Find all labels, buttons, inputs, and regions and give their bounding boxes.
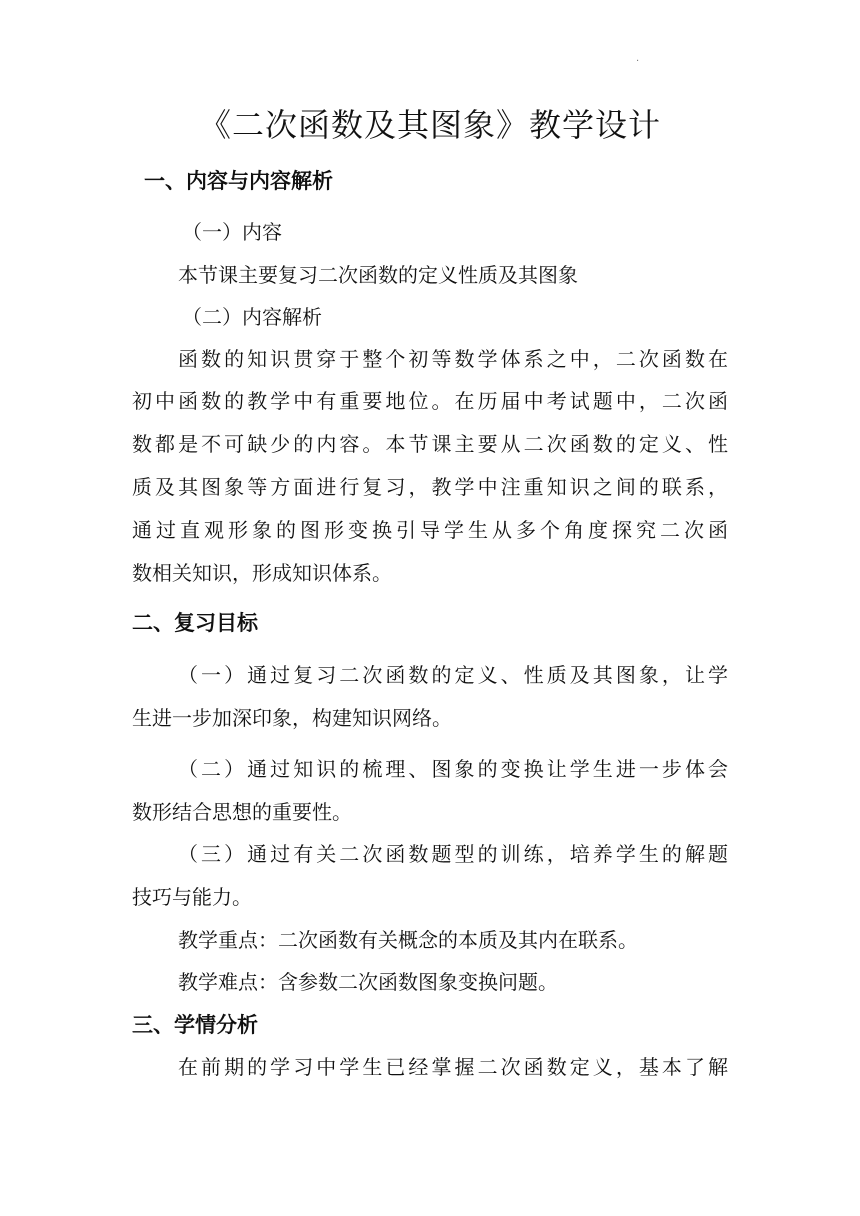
goal-2-line-1: （二）通过知识的梳理、图象的变换让学生进一步体会 xyxy=(178,757,728,781)
key-point: 教学重点：二次函数有关概念的本质及其内在联系。 xyxy=(178,928,638,952)
paragraph-line: 初中函数的教学中有重要地位。在历届中考试题中，二次函 xyxy=(132,389,728,413)
content-text: 本节课主要复习二次函数的定义性质及其图象 xyxy=(178,263,578,287)
goal-1-line-1: （一）通过复习二次函数的定义、性质及其图象，让学 xyxy=(178,663,728,687)
goal-3-line-1: （三）通过有关二次函数题型的训练，培养学生的解题 xyxy=(178,842,728,866)
goal-1-line-2: 生进一步加深印象，构建知识网络。 xyxy=(132,706,452,730)
paragraph-line: 数都是不可缺少的内容。本节课主要从二次函数的定义、性 xyxy=(132,432,728,456)
goal-3-line-2: 技巧与能力。 xyxy=(132,885,252,909)
paragraph-line: 通过直观形象的图形变换引导学生从多个角度探究二次函 xyxy=(132,518,728,542)
section-heading-3: 三、学情分析 xyxy=(132,1013,258,1037)
document-title: 《二次函数及其图象》教学设计 xyxy=(198,106,661,144)
student-analysis-line: 在前期的学习中学生已经掌握二次函数定义，基本了解 xyxy=(178,1055,728,1079)
goal-2-line-2: 数形结合思想的重要性。 xyxy=(132,800,352,824)
section-heading-2: 二、复习目标 xyxy=(132,611,258,635)
difficulty: 教学难点：含参数二次函数图象变换问题。 xyxy=(178,970,558,994)
subheading-analysis: （二）内容解析 xyxy=(182,305,322,329)
corner-mark: · xyxy=(636,56,640,67)
subheading-content: （一）内容 xyxy=(182,220,282,244)
paragraph-line: 数相关知识，形成知识体系。 xyxy=(132,561,392,585)
paragraph-line: 函数的知识贯穿于整个初等数学体系之中，二次函数在 xyxy=(178,347,728,371)
section-heading-1: 一、内容与内容解析 xyxy=(144,169,333,193)
paragraph-line: 质及其图象等方面进行复习，教学中注重知识之间的联系， xyxy=(132,475,728,499)
